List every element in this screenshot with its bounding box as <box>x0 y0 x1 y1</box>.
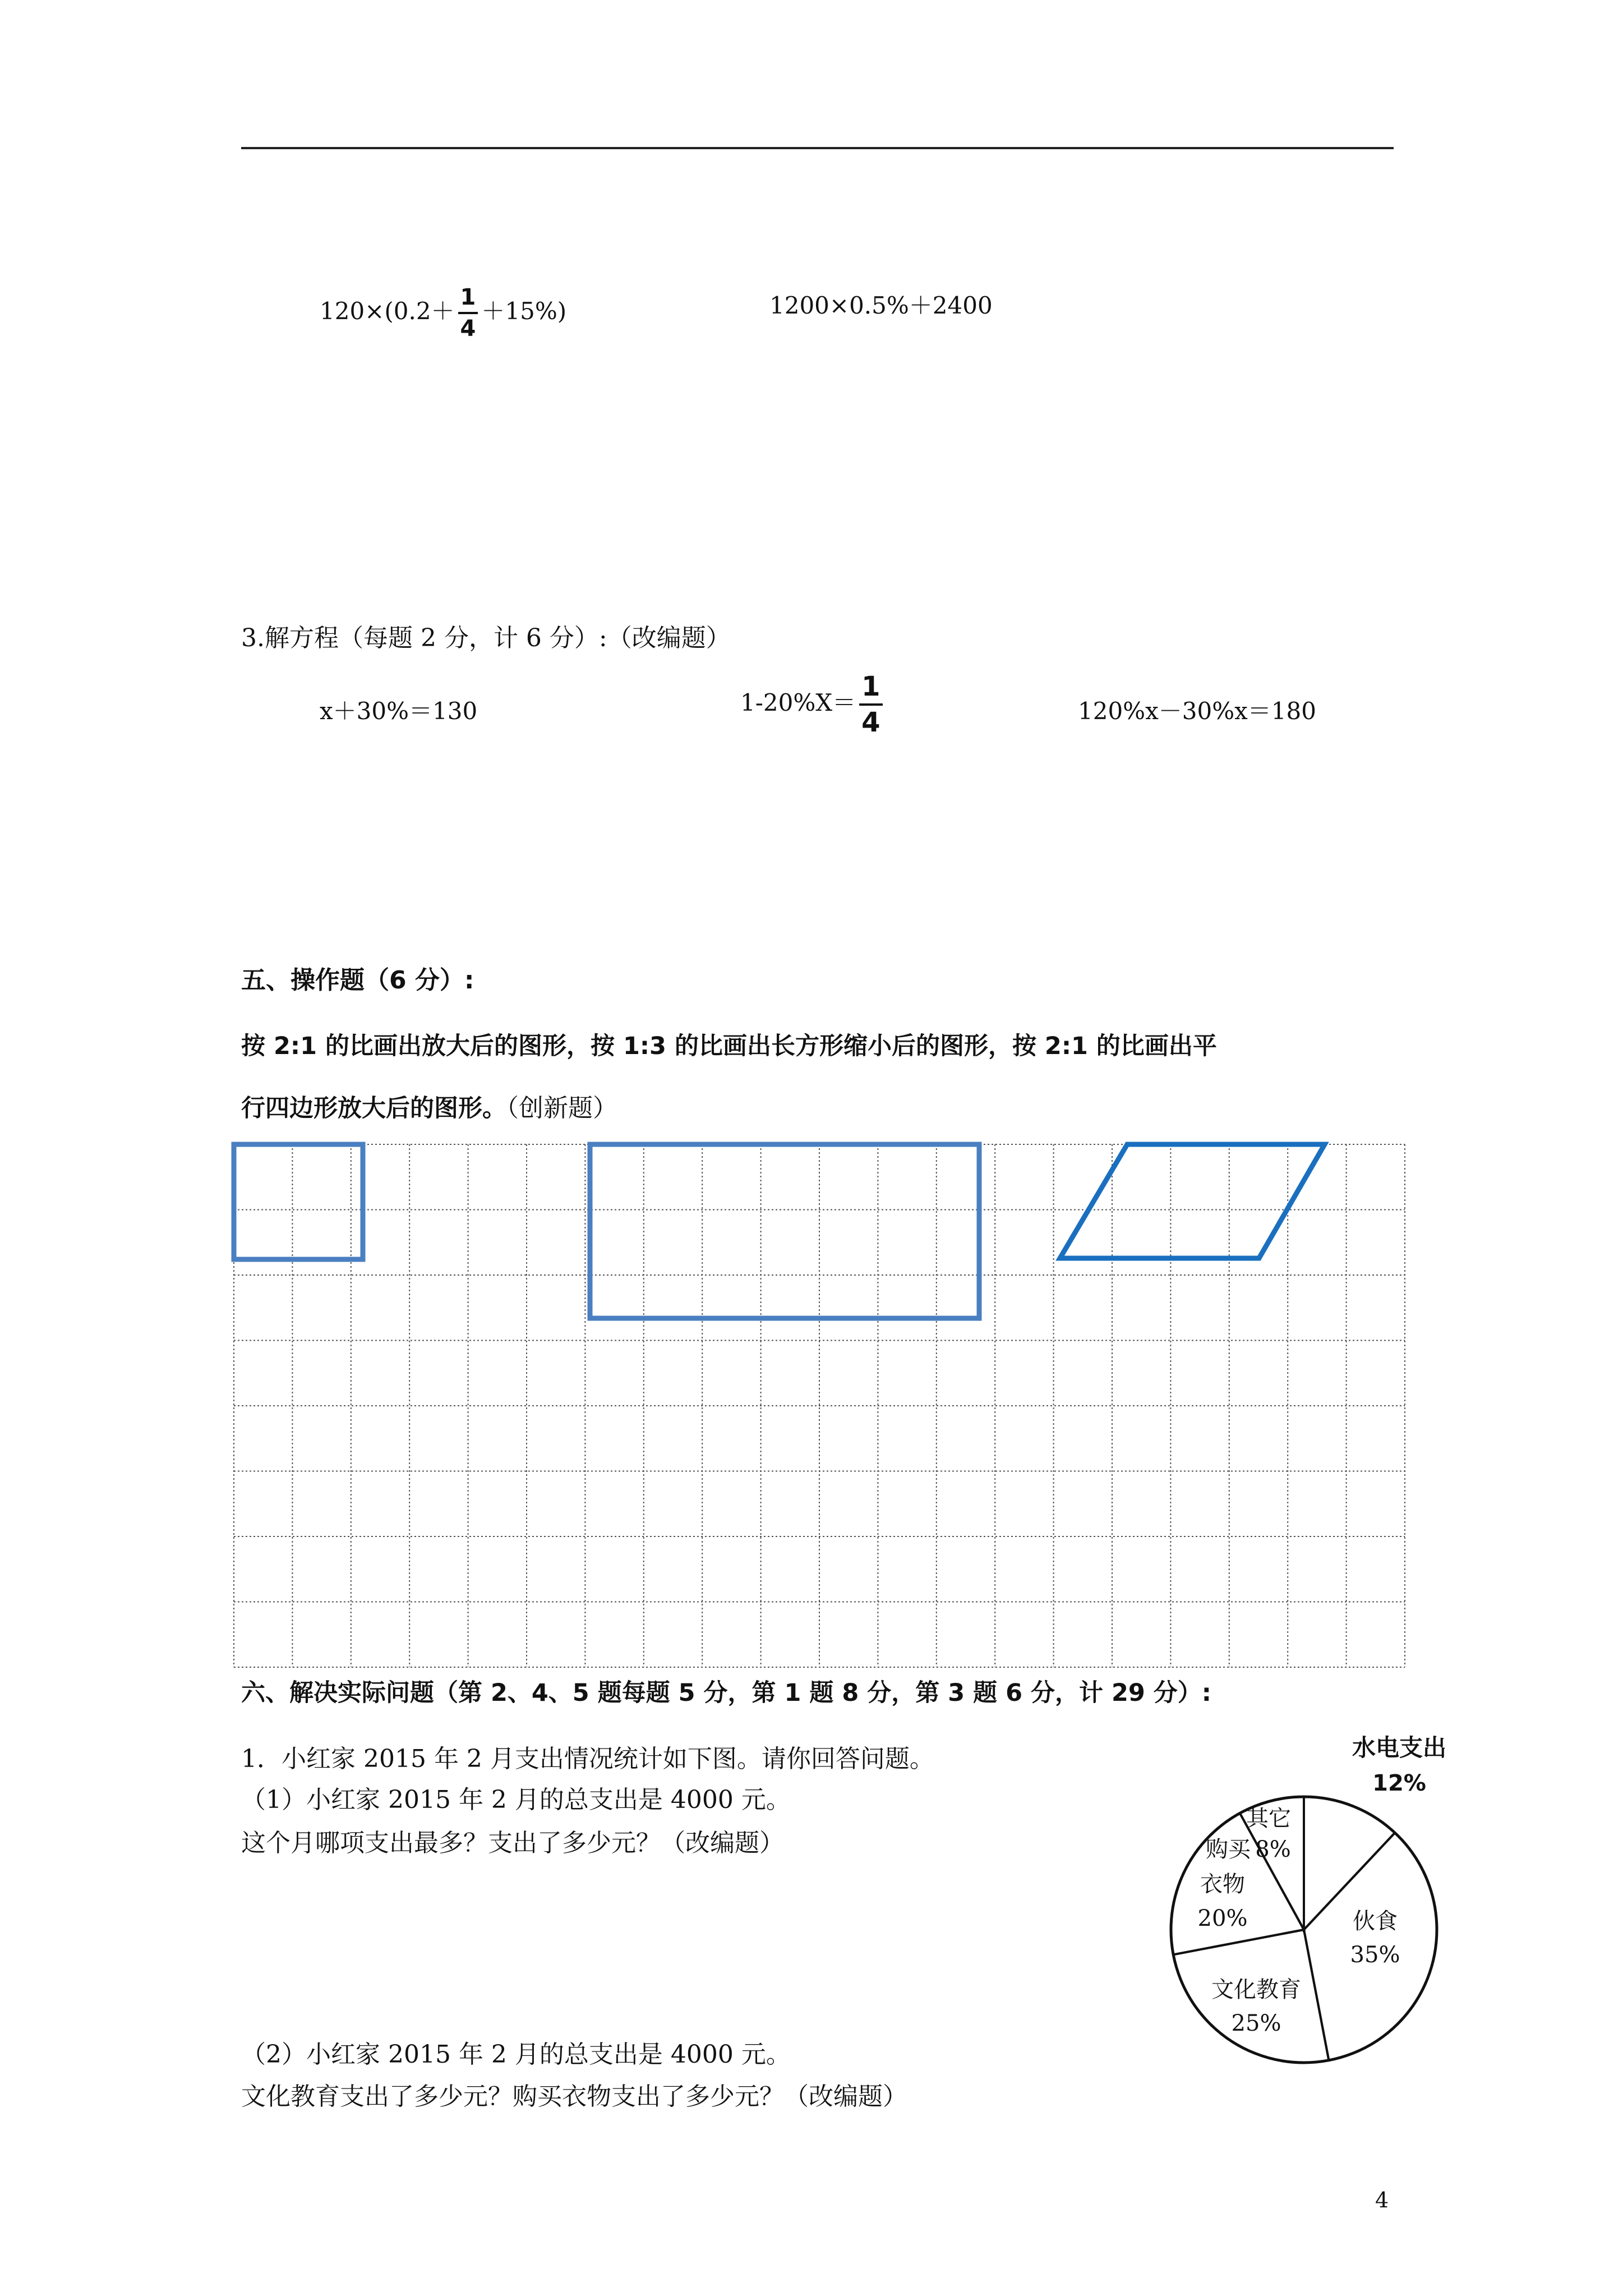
pie-label-clothes-pct: 20% <box>1197 1906 1248 1931</box>
section5-heading: 五、操作题（6 分）: <box>241 966 474 995</box>
expression-1-after: ＋15%) <box>481 297 567 325</box>
expression-2: 1200×0.5%＋2400 <box>769 292 993 319</box>
equation-2-before: 1-20%X＝ <box>740 689 856 716</box>
section5-instruction-tag: （创新题） <box>506 1094 617 1122</box>
pie-label-food-name: 伙食 <box>1353 1908 1398 1934</box>
fraction-numerator: 1 <box>859 673 882 706</box>
pie-label-clothes-line2: 衣物 <box>1200 1871 1245 1897</box>
question1-intro: 1．小红家 2015 年 2 月支出情况统计如下图。请你回答问题。 <box>241 1745 934 1773</box>
section5-instruction-line1: 按 2:1 的比画出放大后的图形，按 1:3 的比画出长方形缩小后的图形，按 2:1 的比画出平 <box>241 1032 1217 1060</box>
section5-instruction-bold: 行四边形放大后的图形。 <box>241 1094 506 1122</box>
pie-label-other-name: 其它 <box>1246 1806 1291 1832</box>
pie-label-water-name: 水电支出 <box>1352 1734 1447 1761</box>
pie-label-food-pct: 35% <box>1350 1942 1400 1968</box>
pie-label-other-pct: 8% <box>1255 1837 1291 1862</box>
pie-label-water-pct: 12% <box>1372 1770 1426 1796</box>
pie-label-edu-pct: 25% <box>1231 2010 1281 2036</box>
question1-part1-line1: （1）小红家 2015 年 2 月的总支出是 4000 元。 <box>241 1786 791 1814</box>
equation-3: 120%x－30%x＝180 <box>1078 697 1316 725</box>
page-number: 4 <box>1375 2188 1389 2212</box>
fraction-denominator: 4 <box>861 707 880 738</box>
question1-part1-line2: 这个月哪项支出最多？支出了多少元？（改编题） <box>241 1829 784 1857</box>
question1-part2-line2: 文化教育支出了多少元？购买衣物支出了多少元？（改编题） <box>241 2082 907 2111</box>
question1-part2-line1: （2）小红家 2015 年 2 月的总支出是 4000 元。 <box>241 2040 791 2069</box>
fraction-numerator: 1 <box>458 286 478 314</box>
fraction-denominator: 4 <box>460 316 476 342</box>
equation-1: x＋30%＝130 <box>320 697 478 725</box>
pie-label-edu-name: 文化教育 <box>1211 1977 1301 2003</box>
section6-heading: 六、解决实际问题（第 2、4、5 题每题 5 分，第 1 题 8 分，第 3 题 6 分，计 29 分）: <box>241 1679 1211 1707</box>
expression-1-before: 120×(0.2＋ <box>320 297 455 325</box>
pie-label-clothes-line1: 购买 <box>1206 1837 1251 1862</box>
section3-heading: 3.解方程（每题 2 分，计 6 分）:（改编题） <box>241 624 731 652</box>
